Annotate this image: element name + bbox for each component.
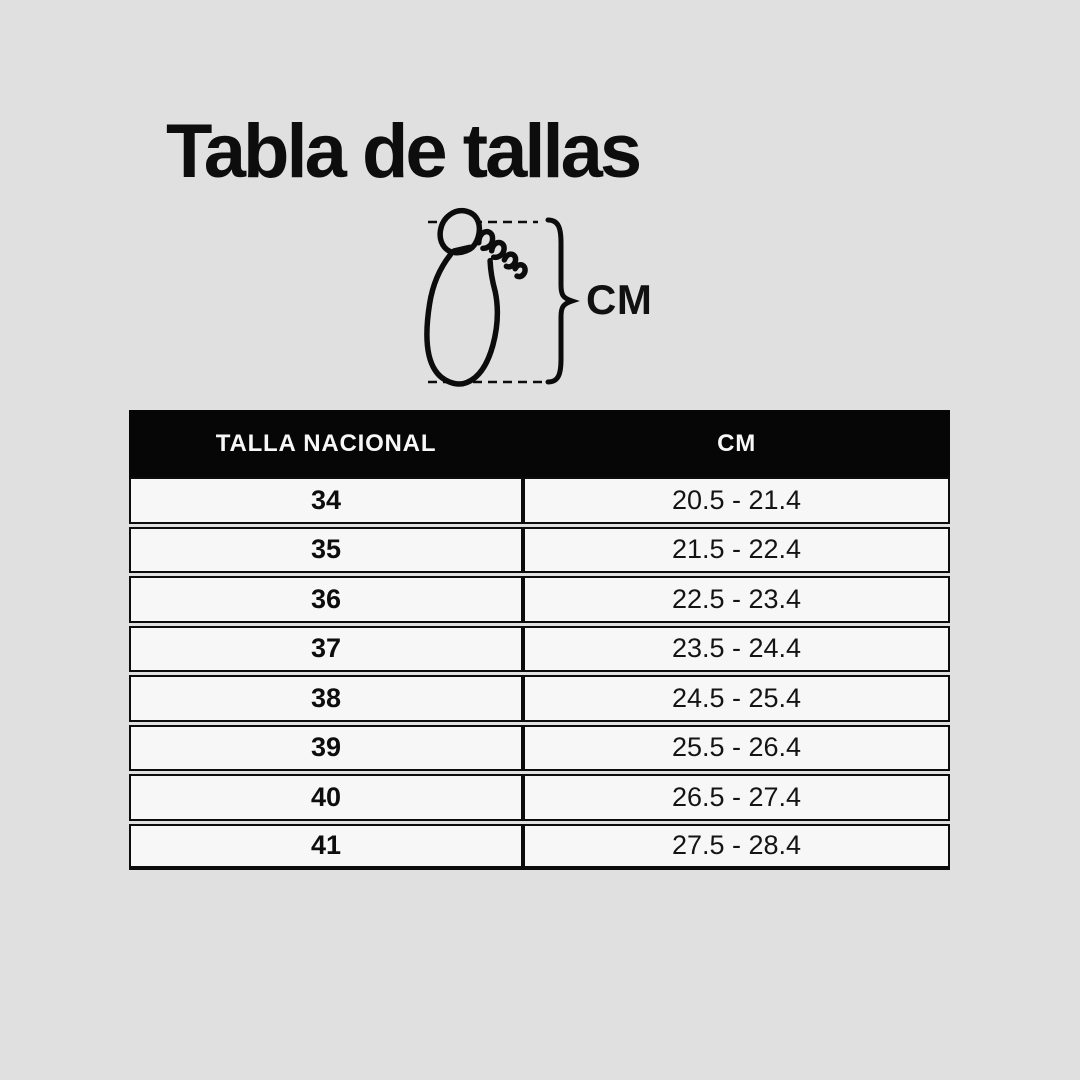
- size-cell: 40: [129, 774, 523, 821]
- size-cell: 37: [129, 626, 523, 673]
- curly-brace-icon: [548, 220, 572, 382]
- table-row: [129, 477, 950, 524]
- foot-outline: [420, 208, 533, 392]
- cm-range-cell: 21.5 - 22.4: [523, 527, 950, 574]
- table-row: [129, 576, 950, 623]
- table-row: [129, 725, 950, 772]
- foot-sole-icon: [420, 198, 590, 398]
- size-cell: 41: [129, 824, 523, 871]
- cm-range-cell: 27.5 - 28.4: [523, 824, 950, 871]
- size-table: [129, 410, 950, 870]
- cm-range-cell: 23.5 - 24.4: [523, 626, 950, 673]
- table-row: [129, 675, 950, 722]
- table-row: [129, 527, 950, 574]
- cm-range-cell: 25.5 - 26.4: [523, 725, 950, 772]
- size-cell: 38: [129, 675, 523, 722]
- size-cell: 35: [129, 527, 523, 574]
- table-body: [129, 477, 950, 870]
- cm-range-cell: 20.5 - 21.4: [523, 477, 950, 524]
- size-cell: 34: [129, 477, 523, 524]
- cm-range-cell: 22.5 - 23.4: [523, 576, 950, 623]
- table-row: [129, 824, 950, 871]
- table-header-row: [129, 410, 950, 477]
- cm-unit-label: CM: [586, 276, 653, 323]
- size-cell: 39: [129, 725, 523, 772]
- table-row: [129, 626, 950, 673]
- column-header-cm: CM: [717, 429, 756, 457]
- table-row: [129, 774, 950, 821]
- cm-range-cell: 26.5 - 27.4: [523, 774, 950, 821]
- cm-range-cell: 24.5 - 25.4: [523, 675, 950, 722]
- column-header-talla-nacional: TALLA NACIONAL: [215, 429, 437, 457]
- size-cell: 36: [129, 576, 523, 623]
- page-title: Tabla de tallas: [166, 109, 640, 194]
- foot-measure-diagram: [420, 198, 720, 398]
